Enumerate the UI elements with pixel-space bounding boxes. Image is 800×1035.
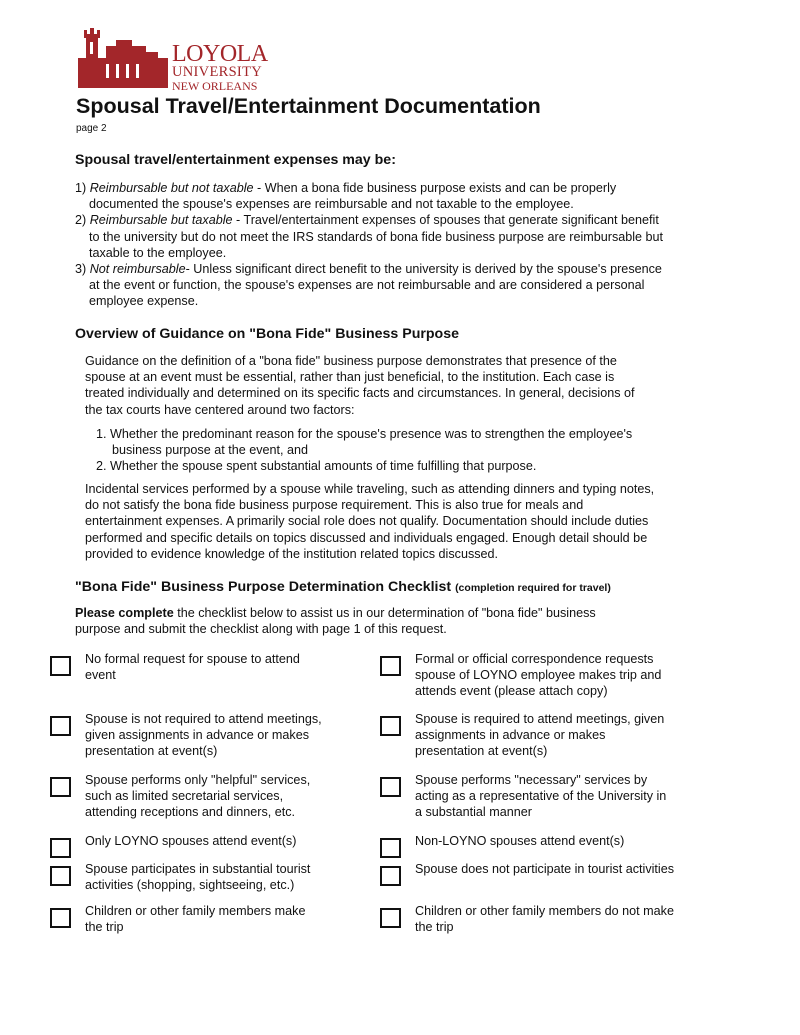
checkbox[interactable]: [50, 777, 71, 797]
section3-heading: "Bona Fide" Business Purpose Determination Checklist (completion required for travel): [75, 579, 611, 595]
list-item: 1) Reimbursable but not taxable - When a bona fide business purpose exists and can be properly documented the spouse's expenses are reimbursable and not taxable to the employee.: [75, 181, 617, 212]
logo-line2: UNIVERSITY: [172, 64, 262, 80]
checkbox[interactable]: [380, 908, 401, 928]
loyola-logo: [76, 28, 268, 93]
guidance-paragraph: Guidance on the definition of a "bona fide" business purpose demonstrates that presence of the spouse at an event must be essential, rather than just beneficial, to the institution. Each case is treated individually and determined on its specific facts and circumstances. In general, decisions of the tax courts have centered around two factors:: [85, 354, 635, 417]
checklist-label: Only LOYNO spouses attend event(s): [85, 834, 297, 848]
checkbox[interactable]: [50, 838, 71, 858]
page-title: Spousal Travel/Entertainment Documentation: [76, 94, 541, 118]
list-item: 2) Reimbursable but taxable - Travel/entertainment expenses of spouses that generate significant benefit to the university but do not meet the IRS standards of bona fide business purpose are reimbursable but taxable to the employee.: [75, 213, 664, 260]
checklist-label: Formal or official correspondence requests spouse of LOYNO employee makes trip and attends event (please attach copy): [415, 652, 662, 699]
section1-heading: Spousal travel/entertainment expenses may be:: [75, 152, 396, 168]
checklist-label: Spouse participates in substantial tourist activities (shopping, sightseeing, etc.): [85, 862, 311, 893]
checkbox[interactable]: [380, 866, 401, 886]
checklist-label: Spouse performs only "helpful" services, such as limited secretarial services, attending receptions and dinners, etc.: [85, 773, 311, 820]
factors-list: [96, 426, 666, 475]
checklist-label: Non-LOYNO spouses attend event(s): [415, 834, 625, 848]
section2-heading: Overview of Guidance on "Bona Fide" Business Purpose: [75, 326, 459, 342]
incidental-paragraph: Incidental services performed by a spouse while traveling, such as attending dinners and typing notes, do not satisfy the bona fide business purpose requirement. This is also true for meals and entertainment expenses. A primarily social role does not qualify. Documentation should include duties performed and specific details on topics discussed and individuals engaged. Enough detail should be provided to evidence knowledge of the institution related topics discussed.: [85, 482, 655, 561]
checkbox[interactable]: [380, 656, 401, 676]
checkbox[interactable]: [50, 866, 71, 886]
checklist-intro: Please complete the checklist below to assist us in our determination of "bona fide" business purpose and submit the checklist along with page 1 of this request.: [75, 606, 596, 637]
list-item: 1. Whether the predominant reason for the spouse's presence was to strengthen the employee's business purpose at the event, and: [96, 427, 633, 458]
checkbox[interactable]: [50, 656, 71, 676]
checklist-label: Spouse is required to attend meetings, given assignments in advance or makes presentation at event(s): [415, 712, 665, 759]
checkbox[interactable]: [50, 908, 71, 928]
list-item: 3) Not reimbursable- Unless significant direct benefit to the university is derived by the spouse's presence at the event or function, the spouse's expenses are not reimbursable and are considered a personal employee expense.: [75, 262, 662, 309]
checklist-label: Children or other family members do not make the trip: [415, 904, 674, 935]
logo-line1: LOYOLA: [172, 41, 268, 67]
checkbox[interactable]: [380, 777, 401, 797]
logo-line3: NEW ORLEANS: [172, 78, 258, 93]
page-number: page 2: [76, 123, 107, 134]
building-icon: [76, 28, 172, 90]
checkbox[interactable]: [380, 838, 401, 858]
checkbox[interactable]: [50, 716, 71, 736]
expense-list: [75, 180, 665, 310]
checklist-label: No formal request for spouse to attend event: [85, 652, 300, 683]
checklist-label: Spouse is not required to attend meetings, given assignments in advance or makes presentation at event(s): [85, 712, 322, 759]
checklist-label: Children or other family members make the trip: [85, 904, 306, 935]
list-item: 2. Whether the spouse spent substantial amounts of time fulfilling that purpose.: [96, 459, 537, 474]
checkbox[interactable]: [380, 716, 401, 736]
checklist-label: Spouse performs "necessary" services by acting as a representative of the University in a substantial manner: [415, 773, 667, 820]
checklist-label: Spouse does not participate in tourist activities: [415, 862, 675, 876]
